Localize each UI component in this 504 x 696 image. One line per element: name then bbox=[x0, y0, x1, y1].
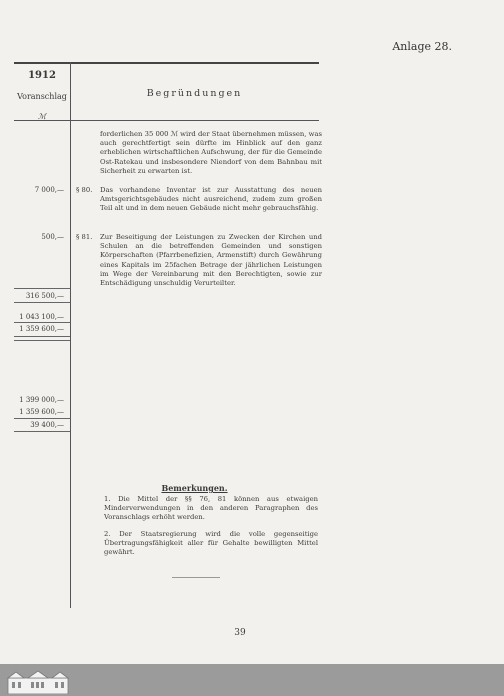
annex-label: Anlage 28. bbox=[392, 40, 452, 53]
entry-section: § 80. bbox=[76, 186, 93, 194]
difference-rule bbox=[14, 431, 70, 432]
subtotal-amount: 316 500,— bbox=[25, 292, 64, 300]
estimate-heading: Voranschlag bbox=[17, 92, 67, 101]
total-amount: 1 359 600,— bbox=[19, 325, 64, 333]
remark-item: 2. Der Staatsregierung wird die volle gegenseitige Übertragungsfähigkeit aller für Gehalte bewilligten Mittel gewährt. bbox=[104, 530, 318, 557]
library-building-icon bbox=[6, 670, 70, 694]
table-top-rule bbox=[14, 62, 319, 64]
entry-amount: 500,— bbox=[41, 233, 64, 241]
remark-item: 1. Die Mittel der §§ 76, 81 können aus etwaigen Minderverwendungen in den anderen Paragraphen des Voranschlags erhöht werden. bbox=[104, 495, 318, 522]
currency-unit: ℳ bbox=[37, 112, 47, 121]
entry-text: Zur Beseitigung der Leistungen zu Zwecken der Kirchen und Schulen an die betreffenden Gemeinden und sonstigen Körperschaften (Pfarrbenefizien, Armenstift) durch Gewährung eines Kapitals im 25fachen Betrage der jährlichen Leistungen im Wege der Vereinbarung mit den Berechtigten, sowie zur Entschädigung unschuldig Verurteilter. bbox=[100, 233, 322, 288]
sum-rule bbox=[14, 288, 70, 289]
page-number: 39 bbox=[234, 628, 246, 638]
subtotal-amount: 1 043 100,— bbox=[19, 313, 64, 321]
entry-text: Das vorhandene Inventar ist zur Ausstattung des neuen Amtsgerichtsgebäudes nicht ausreichend, zudem zum großen Teil alt und in dem neuen Gebäude nicht mehr gebrauchsfähig. bbox=[100, 186, 322, 213]
entry-section: § 81. bbox=[76, 233, 93, 241]
sum-rule bbox=[14, 322, 70, 323]
column-divider bbox=[70, 62, 71, 608]
sum-rule bbox=[14, 302, 70, 303]
reasons-column-title: Begründungen bbox=[146, 88, 243, 99]
remarks-title: Bemerkungen. bbox=[161, 483, 228, 493]
difference-rule bbox=[14, 418, 70, 419]
year-heading: 1912 bbox=[28, 70, 56, 81]
footer-bar bbox=[0, 664, 504, 696]
entry-amount: 7 000,— bbox=[34, 186, 64, 194]
total-double-rule bbox=[14, 336, 70, 341]
comparison-amount: 1 359 600,— bbox=[19, 408, 64, 416]
closing-rule bbox=[172, 577, 220, 578]
continued-paragraph: forderlichen 35 000 ℳ wird der Staat übernehmen müssen, was auch gerechtfertigt sein dürfte im Hinblick auf den ganz erheblichen wirtschaftlichen Aufschwung, der für die Gemeinde Ost-Ratekau und insbesondere Niendorf von dem Bahnbau mit Sicherheit zu erwarten ist. bbox=[100, 130, 322, 175]
difference-amount: 39 400,— bbox=[30, 421, 64, 429]
comparison-amount: 1 399 000,— bbox=[19, 396, 64, 404]
